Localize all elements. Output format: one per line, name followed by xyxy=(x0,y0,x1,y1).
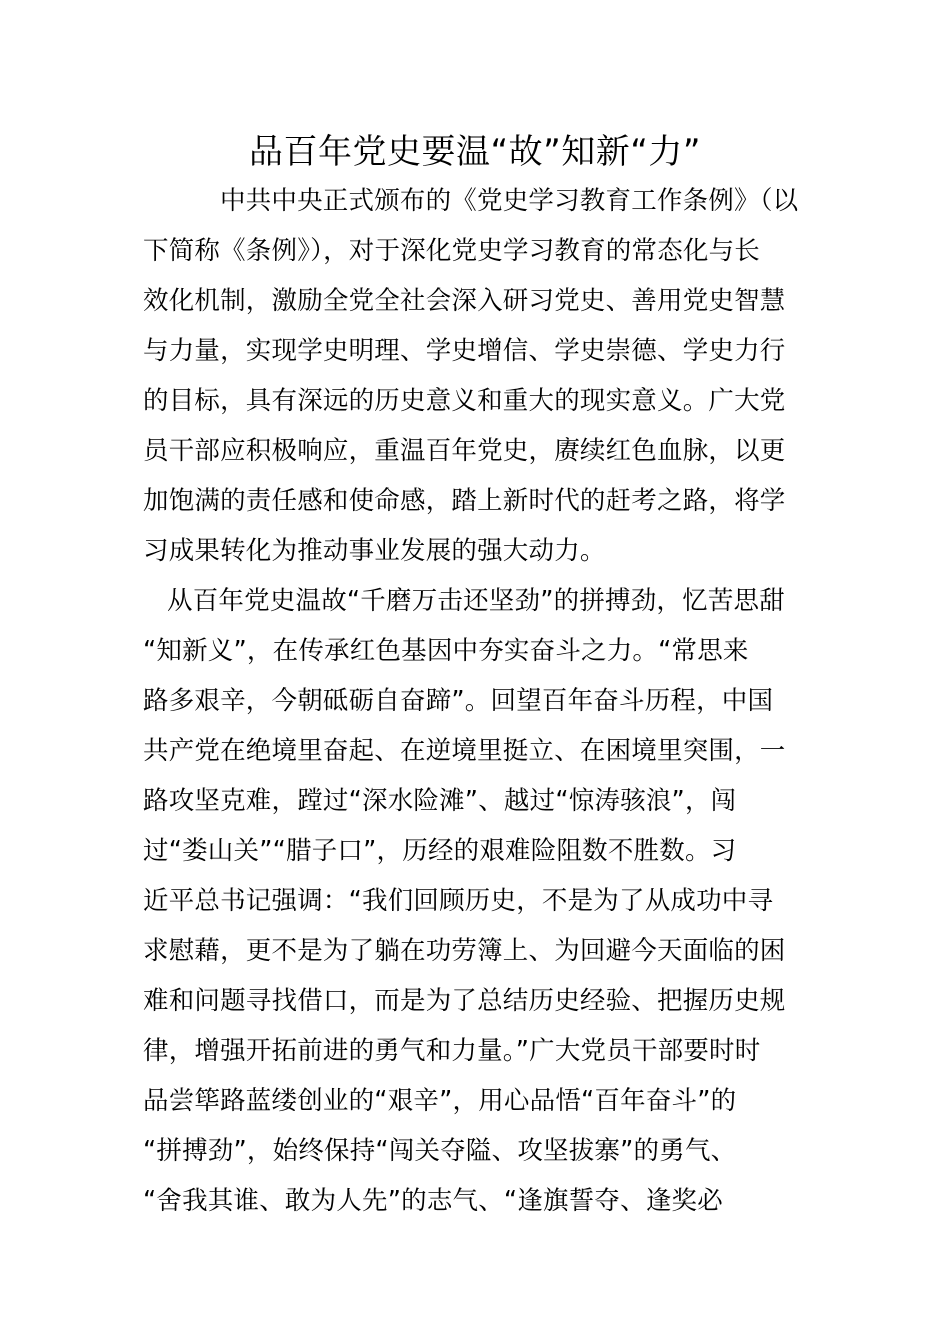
text-line: 与力量，实现学史明理、学史增信、学史崇德、学史力行 xyxy=(143,336,786,366)
text-line: 从百年党史温故“千磨万击还坚劲”的拼搏劲，忆苦思甜 xyxy=(167,586,785,616)
text-line: 中共中央正式颁布的《党史学习教育工作条例》（以 xyxy=(220,186,799,216)
text-line: “舍我其谁、敢为人先”的志气、“逢旗誓夺、逢奖必 xyxy=(143,1186,723,1216)
text-line: 品尝筚路蓝缕创业的“艰辛”，用心品悟“百年奋斗”的 xyxy=(143,1086,737,1116)
text-line: “拼搏劲”，始终保持“闯关夺隘、攻坚拔寨”的勇气、 xyxy=(143,1136,737,1166)
text-line: 律，增强开拓前进的勇气和力量。”广大党员干部要时时 xyxy=(143,1036,761,1066)
text-line: 员干部应积极响应，重温百年党史，赓续红色血脉，以更 xyxy=(143,436,786,466)
paragraph-2 xyxy=(143,576,813,1226)
text-line: “知新义”，在传承红色基因中夯实奋斗之力。“常思来 xyxy=(143,636,749,666)
text-line: 习成果转化为推动事业发展的强大动力。 xyxy=(143,536,606,566)
text-line: 路多艰辛，今朝砥砺自奋蹄”。回望百年奋斗历程，中国 xyxy=(143,686,774,716)
text-line: 路攻坚克难，蹚过“深水险滩”、越过“惊涛骇浪”，闯 xyxy=(143,786,737,816)
text-line: 效化机制，激励全党全社会深入研习党史、善用党史智慧 xyxy=(143,286,786,316)
text-line: 的目标，具有深远的历史意义和重大的现实意义。广大党 xyxy=(143,386,786,416)
document-body xyxy=(143,176,813,1226)
text-line: 下简称《条例》），对于深化党史学习教育的常态化与长 xyxy=(143,236,761,266)
text-line: 过“娄山关”“腊子口”，历经的艰难险阻数不胜数。习 xyxy=(143,836,737,866)
text-line: 求慰藉，更不是为了躺在功劳簿上、为回避今天面临的困 xyxy=(143,936,786,966)
text-line: 近平总书记强调：“我们回顾历史，不是为了从成功中寻 xyxy=(143,886,774,916)
document-title: 品百年党史要温“故”知新“力” xyxy=(249,132,701,172)
text-line: 共产党在绝境里奋起、在逆境里挺立、在困境里突围，一 xyxy=(143,736,786,766)
paragraph-1 xyxy=(143,176,813,576)
text-line: 难和问题寻找借口，而是为了总结历史经验、把握历史规 xyxy=(143,986,786,1016)
text-line: 加饱满的责任感和使命感，踏上新时代的赶考之路，将学 xyxy=(143,486,786,516)
